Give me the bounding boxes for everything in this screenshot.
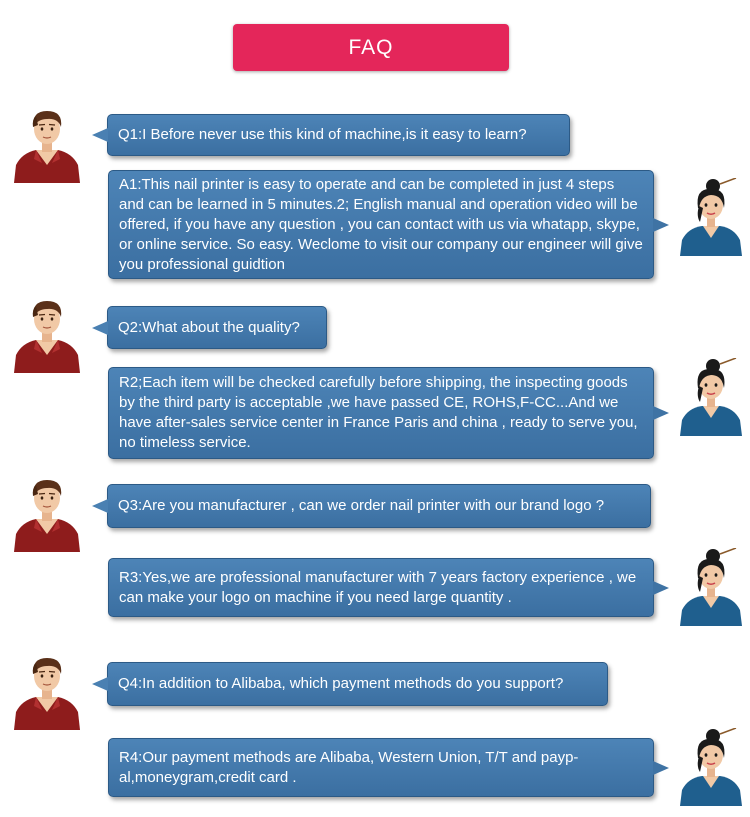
question-bubble-3 [107,484,651,528]
man-avatar-icon [12,474,82,552]
question-bubble-2 [107,306,327,349]
answer-text-4: R4:Our payment methods are Alibaba, Western Union, T/T and payp-al,moneygram,credit card . [119,748,579,786]
woman-avatar-icon [676,548,746,626]
question-text-2: Q2:What about the quality? [118,318,300,336]
answer-text-2: R2;Each item will be checked carefully before shipping, the inspecting goods by the third party is acceptable ,we have passed CE, ROHS,F-CC...And we have after-sales service center in France Paris and china , ready to serve you, no timeless service. [119,374,638,451]
man-avatar-icon [12,105,82,183]
man-avatar-icon [12,652,82,730]
question-bubble-4 [107,662,608,706]
question-text-4: Q4:In addition to Alibaba, which payment methods do you support? [118,675,564,692]
answer-bubble-2 [108,367,654,459]
question-text-3: Q3:Are you manufacturer , can we order nail printer with our brand logo ? [118,497,605,514]
question-text-1: Q1:I Before never use this kind of machine,is it easy to learn? [118,126,527,143]
woman-avatar-icon [676,358,746,436]
woman-avatar-icon [676,178,746,256]
answer-text-1: A1:This nail printer is easy to operate and can be completed in just 4 steps and can be learned in 5 minutes.2; English manual and operation video will be offered, if you have any question , you can contact with us via whatapp, skype, or online service. So easy. Weclome to visit our company our engineer will give you professional guidtion [119,175,643,273]
question-bubble-1 [107,114,570,156]
woman-avatar-icon [676,728,746,806]
answer-bubble-3 [108,558,654,617]
faq-title: FAQ [233,24,509,71]
man-avatar-icon [12,295,82,373]
answer-text-3: R3:Yes,we are professional manufacturer with 7 years factory experience , we can make your logo on machine if you need large quantity . [119,568,637,606]
answer-bubble-4 [108,738,654,797]
answer-bubble-1 [108,170,654,279]
